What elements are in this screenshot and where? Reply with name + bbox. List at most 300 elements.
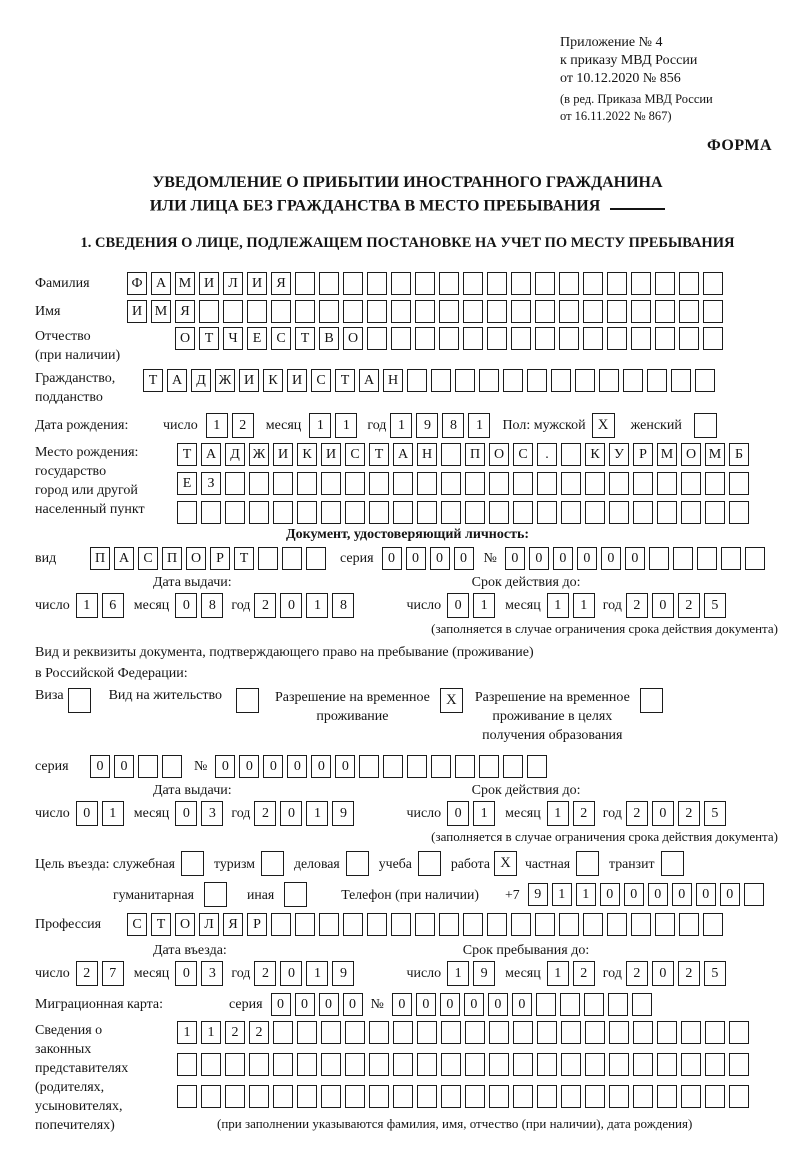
doc-type-cell-1[interactable]: П [90, 547, 110, 570]
stay-until-month-cell-1[interactable]: 1 [547, 961, 569, 986]
profession-cell-3[interactable]: О [175, 913, 195, 936]
doc-type-cell-6[interactable]: Р [210, 547, 230, 570]
surname-cell-10[interactable] [343, 272, 363, 295]
representatives-line1-cell-11[interactable] [417, 1021, 437, 1044]
doc-number-cell-8[interactable] [673, 547, 693, 570]
birthplace-line1-cell-14[interactable]: О [489, 443, 509, 466]
birthplace-line3-cell-10[interactable] [393, 501, 413, 524]
permit-issue-year-cell-4[interactable]: 9 [332, 801, 354, 826]
firstname-cell-15[interactable] [463, 300, 483, 323]
surname-cell-6[interactable]: И [247, 272, 267, 295]
firstname-cell-25[interactable] [703, 300, 723, 323]
doc-series-cell-4[interactable]: 0 [454, 547, 474, 570]
representatives-line3-cell-17[interactable] [561, 1085, 581, 1108]
patronymic-cell-20[interactable] [631, 327, 651, 350]
surname-cell-18[interactable] [535, 272, 555, 295]
birthplace-line3-cell-13[interactable] [465, 501, 485, 524]
birthplace-line2-cell-21[interactable] [657, 472, 677, 495]
firstname-cell-12[interactable] [391, 300, 411, 323]
surname-cell-14[interactable] [439, 272, 459, 295]
profession-cell-20[interactable] [583, 913, 603, 936]
representatives-line3-cell-24[interactable] [729, 1085, 749, 1108]
representatives-line3-cell-7[interactable] [321, 1085, 341, 1108]
mc-series-cell-3[interactable]: 0 [319, 993, 339, 1016]
firstname-cell-22[interactable] [631, 300, 651, 323]
permit-series-cell-1[interactable]: 0 [90, 755, 110, 778]
firstname-cell-24[interactable] [679, 300, 699, 323]
citizenship-cell-1[interactable]: Т [143, 369, 163, 392]
birthplace-line3-cell-23[interactable] [705, 501, 725, 524]
permit-number-cell-1[interactable]: 0 [215, 755, 235, 778]
doc-issue-year-cell-3[interactable]: 1 [306, 593, 328, 618]
firstname-cell-14[interactable] [439, 300, 459, 323]
doc-number-cell-11[interactable] [745, 547, 765, 570]
firstname-cell-23[interactable] [655, 300, 675, 323]
profession-cell-12[interactable] [391, 913, 411, 936]
birthplace-line1-cell-2[interactable]: А [201, 443, 221, 466]
doc-number-cell-5[interactable]: 0 [601, 547, 621, 570]
birthplace-line2-cell-24[interactable] [729, 472, 749, 495]
permit-issue-year-cell-2[interactable]: 0 [280, 801, 302, 826]
firstname-cell-3[interactable]: Я [175, 300, 195, 323]
birthplace-line3-cell-18[interactable] [585, 501, 605, 524]
citizenship-cell-4[interactable]: Ж [215, 369, 235, 392]
profession-cell-17[interactable] [511, 913, 531, 936]
doc-number-cell-3[interactable]: 0 [553, 547, 573, 570]
patronymic-cell-23[interactable] [703, 327, 723, 350]
permit-number-cell-12[interactable] [479, 755, 499, 778]
permit-number-cell-13[interactable] [503, 755, 523, 778]
patronymic-cell-9[interactable] [367, 327, 387, 350]
stay-until-month-cell-2[interactable]: 2 [573, 961, 595, 986]
birthplace-line1-cell-22[interactable]: О [681, 443, 701, 466]
doc-expiry-month-cell-2[interactable]: 1 [573, 593, 595, 618]
citizenship-cell-21[interactable] [623, 369, 643, 392]
representatives-line3-cell-23[interactable] [705, 1085, 725, 1108]
doc-issue-month-cell-1[interactable]: 0 [175, 593, 197, 618]
citizenship-cell-14[interactable] [455, 369, 475, 392]
firstname-cell-11[interactable] [367, 300, 387, 323]
entry-date-month-cell-2[interactable]: 3 [201, 961, 223, 986]
birth-month-cell-2[interactable]: 1 [335, 413, 357, 438]
birthplace-line2-cell-12[interactable] [441, 472, 461, 495]
phone-cell-10[interactable] [744, 883, 764, 906]
phone-cell-4[interactable]: 0 [600, 883, 620, 906]
mc-number-cell-10[interactable] [608, 993, 628, 1016]
entry-date-year-cell-2[interactable]: 0 [280, 961, 302, 986]
permit-number-cell-9[interactable] [407, 755, 427, 778]
patronymic-cell-17[interactable] [559, 327, 579, 350]
surname-cell-7[interactable]: Я [271, 272, 291, 295]
representatives-line1-cell-16[interactable] [537, 1021, 557, 1044]
profession-cell-8[interactable] [295, 913, 315, 936]
doc-type-cell-2[interactable]: А [114, 547, 134, 570]
birthplace-line1-cell-4[interactable]: Ж [249, 443, 269, 466]
patronymic-cell-16[interactable] [535, 327, 555, 350]
birthplace-line3-cell-24[interactable] [729, 501, 749, 524]
representatives-line3-cell-1[interactable] [177, 1085, 197, 1108]
profession-cell-2[interactable]: Т [151, 913, 171, 936]
entry-date-day-cell-2[interactable]: 7 [102, 961, 124, 986]
permit-number-cell-7[interactable] [359, 755, 379, 778]
surname-cell-4[interactable]: И [199, 272, 219, 295]
permit-series-cell-4[interactable] [162, 755, 182, 778]
citizenship-cell-8[interactable]: С [311, 369, 331, 392]
profession-cell-5[interactable]: Я [223, 913, 243, 936]
profession-cell-13[interactable] [415, 913, 435, 936]
birthplace-line1-cell-16[interactable]: . [537, 443, 557, 466]
representatives-line1-cell-15[interactable] [513, 1021, 533, 1044]
profession-cell-21[interactable] [607, 913, 627, 936]
citizenship-cell-5[interactable]: И [239, 369, 259, 392]
citizenship-cell-19[interactable] [575, 369, 595, 392]
purpose-private-checkbox[interactable] [576, 851, 599, 876]
mc-number-cell-5[interactable]: 0 [488, 993, 508, 1016]
representatives-line2-cell-11[interactable] [417, 1053, 437, 1076]
entry-date-year-cell-4[interactable]: 9 [332, 961, 354, 986]
permit-issue-month-cell-2[interactable]: 3 [201, 801, 223, 826]
representatives-line1-cell-6[interactable] [297, 1021, 317, 1044]
birthplace-line2-cell-7[interactable] [321, 472, 341, 495]
doc-expiry-year-cell-3[interactable]: 2 [678, 593, 700, 618]
citizenship-cell-12[interactable] [407, 369, 427, 392]
purpose-humanitarian-checkbox[interactable] [204, 882, 227, 907]
birthplace-line2-cell-3[interactable] [225, 472, 245, 495]
profession-cell-14[interactable] [439, 913, 459, 936]
entry-date-year-cell-3[interactable]: 1 [306, 961, 328, 986]
representatives-line2-cell-17[interactable] [561, 1053, 581, 1076]
firstname-cell-8[interactable] [295, 300, 315, 323]
patronymic-cell-22[interactable] [679, 327, 699, 350]
birthplace-line2-cell-11[interactable] [417, 472, 437, 495]
female-checkbox[interactable] [694, 413, 717, 438]
representatives-line2-cell-19[interactable] [609, 1053, 629, 1076]
doc-type-cell-4[interactable]: П [162, 547, 182, 570]
permit-number-cell-4[interactable]: 0 [287, 755, 307, 778]
representatives-line1-cell-20[interactable] [633, 1021, 653, 1044]
stay-until-year-cell-3[interactable]: 2 [678, 961, 700, 986]
representatives-line3-cell-10[interactable] [393, 1085, 413, 1108]
doc-type-cell-10[interactable] [306, 547, 326, 570]
purpose-work-checkbox[interactable]: X [494, 851, 517, 876]
firstname-cell-16[interactable] [487, 300, 507, 323]
firstname-cell-1[interactable]: И [127, 300, 147, 323]
permit-issue-day-cell-2[interactable]: 1 [102, 801, 124, 826]
doc-number-cell-10[interactable] [721, 547, 741, 570]
surname-cell-17[interactable] [511, 272, 531, 295]
representatives-line1-cell-13[interactable] [465, 1021, 485, 1044]
birthplace-line1-cell-1[interactable]: Т [177, 443, 197, 466]
purpose-other-checkbox[interactable] [284, 882, 307, 907]
surname-cell-1[interactable]: Ф [127, 272, 147, 295]
patronymic-cell-19[interactable] [607, 327, 627, 350]
birthplace-line2-cell-20[interactable] [633, 472, 653, 495]
profession-cell-15[interactable] [463, 913, 483, 936]
purpose-business-checkbox[interactable] [346, 851, 369, 876]
surname-cell-2[interactable]: А [151, 272, 171, 295]
temp-residence-checkbox[interactable]: X [440, 688, 463, 713]
birthplace-line2-cell-4[interactable] [249, 472, 269, 495]
representatives-line2-cell-5[interactable] [273, 1053, 293, 1076]
citizenship-cell-11[interactable]: Н [383, 369, 403, 392]
patronymic-cell-8[interactable]: О [343, 327, 363, 350]
birth-year-cell-1[interactable]: 1 [390, 413, 412, 438]
patronymic-cell-21[interactable] [655, 327, 675, 350]
citizenship-cell-3[interactable]: Д [191, 369, 211, 392]
mc-series-cell-1[interactable]: 0 [271, 993, 291, 1016]
birthplace-line3-cell-6[interactable] [297, 501, 317, 524]
birthplace-line1-cell-8[interactable]: С [345, 443, 365, 466]
surname-cell-5[interactable]: Л [223, 272, 243, 295]
patronymic-cell-3[interactable]: Ч [223, 327, 243, 350]
profession-cell-24[interactable] [679, 913, 699, 936]
firstname-cell-7[interactable] [271, 300, 291, 323]
surname-cell-3[interactable]: М [175, 272, 195, 295]
mc-number-cell-6[interactable]: 0 [512, 993, 532, 1016]
permit-number-cell-6[interactable]: 0 [335, 755, 355, 778]
birthplace-line3-cell-7[interactable] [321, 501, 341, 524]
permit-expiry-year-cell-3[interactable]: 2 [678, 801, 700, 826]
mc-number-cell-8[interactable] [560, 993, 580, 1016]
permit-number-cell-2[interactable]: 0 [239, 755, 259, 778]
representatives-line3-cell-19[interactable] [609, 1085, 629, 1108]
surname-cell-24[interactable] [679, 272, 699, 295]
patronymic-cell-15[interactable] [511, 327, 531, 350]
doc-number-cell-6[interactable]: 0 [625, 547, 645, 570]
representatives-line2-cell-10[interactable] [393, 1053, 413, 1076]
representatives-line1-cell-9[interactable] [369, 1021, 389, 1044]
visa-checkbox[interactable] [68, 688, 91, 713]
surname-cell-9[interactable] [319, 272, 339, 295]
doc-type-cell-9[interactable] [282, 547, 302, 570]
firstname-cell-21[interactable] [607, 300, 627, 323]
doc-expiry-day-cell-1[interactable]: 0 [447, 593, 469, 618]
patronymic-cell-2[interactable]: Т [199, 327, 219, 350]
permit-expiry-year-cell-1[interactable]: 2 [626, 801, 648, 826]
mc-series-cell-2[interactable]: 0 [295, 993, 315, 1016]
birthplace-line1-cell-20[interactable]: Р [633, 443, 653, 466]
firstname-cell-10[interactable] [343, 300, 363, 323]
patronymic-cell-1[interactable]: О [175, 327, 195, 350]
representatives-line1-cell-19[interactable] [609, 1021, 629, 1044]
permit-number-cell-11[interactable] [455, 755, 475, 778]
temp-residence-edu-checkbox[interactable] [640, 688, 663, 713]
permit-expiry-day-cell-1[interactable]: 0 [447, 801, 469, 826]
profession-cell-6[interactable]: Р [247, 913, 267, 936]
representatives-line1-cell-21[interactable] [657, 1021, 677, 1044]
birthplace-line1-cell-17[interactable] [561, 443, 581, 466]
birthplace-line3-cell-16[interactable] [537, 501, 557, 524]
doc-number-cell-4[interactable]: 0 [577, 547, 597, 570]
phone-cell-1[interactable]: 9 [528, 883, 548, 906]
profession-cell-11[interactable] [367, 913, 387, 936]
firstname-cell-4[interactable] [199, 300, 219, 323]
birthplace-line2-cell-6[interactable] [297, 472, 317, 495]
representatives-line2-cell-7[interactable] [321, 1053, 341, 1076]
permit-expiry-year-cell-2[interactable]: 0 [652, 801, 674, 826]
permit-number-cell-5[interactable]: 0 [311, 755, 331, 778]
birth-year-cell-4[interactable]: 1 [468, 413, 490, 438]
birthplace-line3-cell-14[interactable] [489, 501, 509, 524]
birthplace-line3-cell-2[interactable] [201, 501, 221, 524]
birth-year-cell-2[interactable]: 9 [416, 413, 438, 438]
doc-expiry-year-cell-1[interactable]: 2 [626, 593, 648, 618]
representatives-line1-cell-3[interactable]: 2 [225, 1021, 245, 1044]
firstname-cell-17[interactable] [511, 300, 531, 323]
representatives-line3-cell-13[interactable] [465, 1085, 485, 1108]
representatives-line3-cell-21[interactable] [657, 1085, 677, 1108]
birthplace-line1-cell-19[interactable]: У [609, 443, 629, 466]
birthplace-line1-cell-3[interactable]: Д [225, 443, 245, 466]
citizenship-cell-22[interactable] [647, 369, 667, 392]
representatives-line1-cell-7[interactable] [321, 1021, 341, 1044]
phone-cell-2[interactable]: 1 [552, 883, 572, 906]
birthplace-line2-cell-1[interactable]: Е [177, 472, 197, 495]
permit-series-cell-2[interactable]: 0 [114, 755, 134, 778]
firstname-cell-9[interactable] [319, 300, 339, 323]
surname-cell-15[interactable] [463, 272, 483, 295]
birthplace-line2-cell-23[interactable] [705, 472, 725, 495]
representatives-line2-cell-2[interactable] [201, 1053, 221, 1076]
representatives-line3-cell-9[interactable] [369, 1085, 389, 1108]
citizenship-cell-24[interactable] [695, 369, 715, 392]
permit-expiry-month-cell-1[interactable]: 1 [547, 801, 569, 826]
citizenship-cell-16[interactable] [503, 369, 523, 392]
birthplace-line2-cell-8[interactable] [345, 472, 365, 495]
birth-day-cell-2[interactable]: 2 [232, 413, 254, 438]
birthplace-line2-cell-15[interactable] [513, 472, 533, 495]
male-checkbox[interactable]: X [592, 413, 615, 438]
stay-until-day-cell-2[interactable]: 9 [473, 961, 495, 986]
representatives-line3-cell-18[interactable] [585, 1085, 605, 1108]
representatives-line2-cell-13[interactable] [465, 1053, 485, 1076]
birthplace-line2-cell-5[interactable] [273, 472, 293, 495]
citizenship-cell-20[interactable] [599, 369, 619, 392]
representatives-line1-cell-24[interactable] [729, 1021, 749, 1044]
birthplace-line3-cell-21[interactable] [657, 501, 677, 524]
mc-number-cell-3[interactable]: 0 [440, 993, 460, 1016]
representatives-line2-cell-9[interactable] [369, 1053, 389, 1076]
representatives-line3-cell-2[interactable] [201, 1085, 221, 1108]
entry-date-year-cell-1[interactable]: 2 [254, 961, 276, 986]
mc-number-cell-1[interactable]: 0 [392, 993, 412, 1016]
birthplace-line2-cell-2[interactable]: З [201, 472, 221, 495]
birthplace-line1-cell-10[interactable]: А [393, 443, 413, 466]
doc-issue-month-cell-2[interactable]: 8 [201, 593, 223, 618]
representatives-line1-cell-23[interactable] [705, 1021, 725, 1044]
representatives-line3-cell-16[interactable] [537, 1085, 557, 1108]
mc-number-cell-7[interactable] [536, 993, 556, 1016]
surname-cell-19[interactable] [559, 272, 579, 295]
entry-date-day-cell-1[interactable]: 2 [76, 961, 98, 986]
doc-expiry-month-cell-1[interactable]: 1 [547, 593, 569, 618]
representatives-line3-cell-5[interactable] [273, 1085, 293, 1108]
birthplace-line2-cell-19[interactable] [609, 472, 629, 495]
representatives-line3-cell-8[interactable] [345, 1085, 365, 1108]
surname-cell-23[interactable] [655, 272, 675, 295]
birthplace-line3-cell-1[interactable] [177, 501, 197, 524]
representatives-line3-cell-14[interactable] [489, 1085, 509, 1108]
profession-cell-25[interactable] [703, 913, 723, 936]
doc-issue-day-cell-1[interactable]: 1 [76, 593, 98, 618]
purpose-tourism-checkbox[interactable] [261, 851, 284, 876]
doc-type-cell-3[interactable]: С [138, 547, 158, 570]
birth-year-cell-3[interactable]: 8 [442, 413, 464, 438]
representatives-line1-cell-22[interactable] [681, 1021, 701, 1044]
patronymic-cell-5[interactable]: С [271, 327, 291, 350]
birthplace-line2-cell-18[interactable] [585, 472, 605, 495]
representatives-line1-cell-2[interactable]: 1 [201, 1021, 221, 1044]
surname-cell-13[interactable] [415, 272, 435, 295]
representatives-line2-cell-16[interactable] [537, 1053, 557, 1076]
citizenship-cell-18[interactable] [551, 369, 571, 392]
representatives-line1-cell-8[interactable] [345, 1021, 365, 1044]
representatives-line2-cell-22[interactable] [681, 1053, 701, 1076]
representatives-line2-cell-14[interactable] [489, 1053, 509, 1076]
birthplace-line3-cell-12[interactable] [441, 501, 461, 524]
citizenship-cell-2[interactable]: А [167, 369, 187, 392]
patronymic-cell-14[interactable] [487, 327, 507, 350]
representatives-line2-cell-23[interactable] [705, 1053, 725, 1076]
doc-issue-year-cell-1[interactable]: 2 [254, 593, 276, 618]
firstname-cell-5[interactable] [223, 300, 243, 323]
firstname-cell-2[interactable]: М [151, 300, 171, 323]
patronymic-cell-13[interactable] [463, 327, 483, 350]
representatives-line2-cell-12[interactable] [441, 1053, 461, 1076]
birthplace-line1-cell-23[interactable]: М [705, 443, 725, 466]
doc-type-cell-7[interactable]: Т [234, 547, 254, 570]
firstname-cell-6[interactable] [247, 300, 267, 323]
representatives-line1-cell-5[interactable] [273, 1021, 293, 1044]
phone-cell-3[interactable]: 1 [576, 883, 596, 906]
representatives-line1-cell-1[interactable]: 1 [177, 1021, 197, 1044]
representatives-line1-cell-17[interactable] [561, 1021, 581, 1044]
representatives-line2-cell-6[interactable] [297, 1053, 317, 1076]
patronymic-cell-6[interactable]: Т [295, 327, 315, 350]
representatives-line2-cell-8[interactable] [345, 1053, 365, 1076]
stay-until-year-cell-4[interactable]: 5 [704, 961, 726, 986]
birthplace-line1-cell-13[interactable]: П [465, 443, 485, 466]
birthplace-line1-cell-9[interactable]: Т [369, 443, 389, 466]
representatives-line1-cell-10[interactable] [393, 1021, 413, 1044]
profession-cell-10[interactable] [343, 913, 363, 936]
representatives-line3-cell-12[interactable] [441, 1085, 461, 1108]
representatives-line3-cell-15[interactable] [513, 1085, 533, 1108]
birthplace-line3-cell-4[interactable] [249, 501, 269, 524]
profession-cell-22[interactable] [631, 913, 651, 936]
permit-issue-day-cell-1[interactable]: 0 [76, 801, 98, 826]
mc-number-cell-2[interactable]: 0 [416, 993, 436, 1016]
permit-issue-month-cell-1[interactable]: 0 [175, 801, 197, 826]
citizenship-cell-13[interactable] [431, 369, 451, 392]
phone-cell-7[interactable]: 0 [672, 883, 692, 906]
birthplace-line3-cell-15[interactable] [513, 501, 533, 524]
patronymic-cell-12[interactable] [439, 327, 459, 350]
profession-cell-9[interactable] [319, 913, 339, 936]
phone-cell-6[interactable]: 0 [648, 883, 668, 906]
birthplace-line1-cell-24[interactable]: Б [729, 443, 749, 466]
representatives-line2-cell-18[interactable] [585, 1053, 605, 1076]
mc-number-cell-4[interactable]: 0 [464, 993, 484, 1016]
doc-issue-day-cell-2[interactable]: 6 [102, 593, 124, 618]
permit-expiry-month-cell-2[interactable]: 2 [573, 801, 595, 826]
doc-number-cell-2[interactable]: 0 [529, 547, 549, 570]
purpose-transit-checkbox[interactable] [661, 851, 684, 876]
permit-expiry-year-cell-4[interactable]: 5 [704, 801, 726, 826]
stay-until-year-cell-2[interactable]: 0 [652, 961, 674, 986]
residence-permit-checkbox[interactable] [236, 688, 259, 713]
doc-series-cell-2[interactable]: 0 [406, 547, 426, 570]
